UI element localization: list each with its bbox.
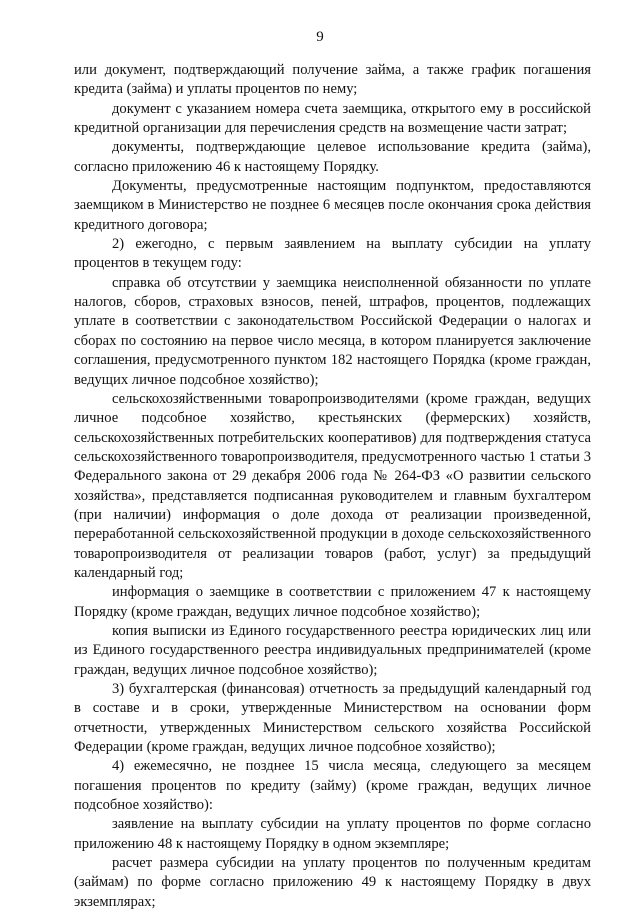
paragraph-item-2-annually: 2) ежегодно, с первым заявлением на выплату субсидии на уплату процентов в текущем году: <box>74 236 591 272</box>
paragraph-tax-certificate: справка об отсутствии у заемщика неисполненной обязанности по уплате налогов, сборов, страховых взносов, пеней, штрафов, процентов, подлежащих уплате в соответствии с законодательством Российской Федерации о налогах и сборах по состоянию на первое число месяца, в котором планируется заключение соглашения, предусмотренного пунктом 182 настоящего Порядка (кроме граждан, ведущих личное подсобное хозяйство); <box>74 274 591 388</box>
paragraph-producer-status: сельскохозяйственными товаропроизводителями (кроме граждан, ведущих личное подсобное хозяйство, крестьянских (фермерских) хозяйств, сельскохозяйственных потребительских кооперативов) для подтверждения статуса сельскохозяйственного товаропроизводителя, предусмотренного частью 1 статьи 3 Федерального закона от 29 декабря 2006 года № 264-ФЗ «О развитии сельского хозяйства», представляется подписанная руководителем и главным бухгалтером (при наличии) информация о доле дохода от реализации произведенной, переработанной сельскохозяйственной продукции в доходе сельскохозяйственного товаропроизводителя от реализации товаров (работ, услуг) за предыдущий календарный год; <box>74 390 591 581</box>
paragraph-subsidy-calculation: расчет размера субсидии на уплату процентов по полученным кредитам (займам) по форме согласно приложению 49 к настоящему Порядку в двух экземплярах; <box>74 855 591 910</box>
paragraph-target-use-documents: документы, подтверждающие целевое использование кредита (займа), согласно приложению 46 к настоящему Порядку. <box>74 139 591 175</box>
paragraph-registry-extract: копия выписки из Единого государственного реестра юридических лиц или из Единого государственного реестра индивидуальных предпринимателей (кроме граждан, ведущих личное подсобное хозяйство); <box>74 622 591 678</box>
document-body <box>74 61 591 912</box>
paragraph-account-document: документ с указанием номера счета заемщика, открытого ему в российской кредитной организации для перечисления средств на возмещение части затрат; <box>74 100 591 137</box>
paragraph-borrower-information: информация о заемщике в соответствии с приложением 47 к настоящему Порядку (кроме граждан, ведущих личное подсобное хозяйство); <box>74 584 591 620</box>
paragraph-submission-deadline: Документы, предусмотренные настоящим подпунктом, предоставляются заемщиком в Министерство не позднее 6 месяцев после окончания срока действия кредитного договора; <box>74 178 591 233</box>
paragraph-loan-document: или документ, подтверждающий получение займа, а также график погашения кредита (займа) и уплаты процентов по нему; <box>74 62 591 98</box>
paragraph-subsidy-application: заявление на выплату субсидии на уплату процентов по форме согласно приложению 48 к настоящему Порядку в одном экземпляре; <box>74 816 591 852</box>
paragraph-item-3-accounting: 3) бухгалтерская (финансовая) отчетность за предыдущий календарный год в составе и в сроки, утвержденные Министерством на основании форм отчетности, утвержденных Министерством сельского хозяйства Российской Федерации (кроме граждан, ведущих личное подсобное хозяйство); <box>74 681 591 756</box>
paragraph-item-4-monthly: 4) ежемесячно, не позднее 15 числа месяца, следующего за месяцем погашения процентов по кредиту (займу) (кроме граждан, ведущих личное подсобное хозяйство): <box>74 758 591 814</box>
page-number: 9 <box>316 29 324 45</box>
